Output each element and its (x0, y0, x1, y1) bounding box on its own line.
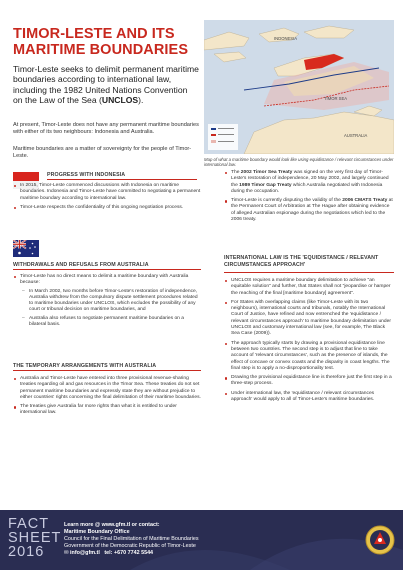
indonesia-list (13, 183, 201, 214)
temporary-divider (13, 370, 201, 371)
lead-paragraph (13, 64, 199, 106)
treaties-list (224, 170, 394, 226)
treaty-name: 2002 Timor Sea Treaty (240, 170, 293, 175)
list-item (224, 170, 394, 195)
map-label-timor-sea: TIMOR SEA (324, 96, 348, 101)
sovereignty-paragraph: Maritime boundaries are a matter of sovereignty for the people of Timor-Leste. (13, 146, 192, 160)
council-name: Council for the Final Delimitation of Maritime Boundaries (64, 536, 199, 542)
year: 2016 (8, 544, 45, 560)
email-icon: ✉ (64, 550, 69, 556)
maritime-map (204, 20, 394, 154)
australia-heading: WITHDRAWALS AND REFUSALS FROM AUSTRALIA (13, 262, 149, 268)
treaty-text: which Australia negotiated with Indonesia during the occupation. (231, 182, 383, 194)
australia-divider (13, 269, 201, 270)
law-list (224, 278, 394, 406)
list-item: Under international law, the 'equidistance / relevant circumstances approach' would apply to all of Timor-Leste's maritime boundaries. (224, 391, 394, 404)
fact-sheet-label (8, 517, 61, 559)
learn-more-text: or contact: (130, 522, 160, 528)
title-line-2: MARITIME BOUNDARIES (13, 42, 189, 58)
list-item: In 2015, Timor-Leste commenced discussions with Indonesia on maritime boundaries. Indonesia and Timor-Leste have committed to negotiating a permanent maritime boundary according to international law. (13, 183, 201, 202)
title-line-1: TIMOR-LESTE AND ITS (13, 26, 175, 42)
intro-paragraph: At present, Timor-Leste does not have any permanent maritime boundaries with either of its two neighbours: Indonesia and Australia. (13, 122, 199, 136)
temporary-heading: THE TEMPORARY ARRANGEMENTS WITH AUSTRALIA (13, 363, 157, 369)
list-item: Australia and Timor-Leste have entered into three provisional revenue-sharing treaties regarding oil and gas resources in the Timor Sea. These treaties do not set permanent maritime boundaries and expressly state they are without prejudice to either countries' rights concerning the final delimitation of their maritime boundaries. (13, 376, 201, 401)
treaty-text: at the Permanent Court of Arbitration at The Hague after obtaining evidence of alleged Australian espionage during the negotiations which led to the 2006 treaty. (231, 198, 393, 223)
indonesia-heading: PROGRESS WITH INDONESIA (47, 172, 126, 178)
treaty-text: Timor-Leste is currently disputing the validity of the (231, 198, 343, 204)
list-item: Drawing the provisional equidistance line is therefore just the first step in a three-step process. (224, 375, 394, 388)
office-name: Maritime Boundary Office (64, 529, 130, 535)
learn-more-text: Learn more @ (64, 522, 102, 528)
map-caption: Map of what a maritime boundary would look like using equidistance / relevant circumstances under international law. (204, 157, 394, 168)
tel-label: tel: (104, 550, 113, 556)
sheet-word: SHEET (8, 530, 62, 546)
list-item: Timor-Leste respects the confidentiality of this ongoing negotiation process. (13, 205, 201, 211)
page-title (13, 26, 203, 58)
lead-end: ). (138, 95, 144, 106)
footer-contact (64, 522, 199, 557)
government-name: Government of the Democratic Republic of Timor-Leste (64, 543, 196, 549)
list-item: The treaties give Australia far more rights than what it is entitled to under international law. (13, 404, 201, 417)
treaty-name: 1989 Timor Gap Treaty (239, 182, 292, 188)
learn-more (64, 522, 199, 529)
treaty-name: 2006 CMATS Treaty (342, 198, 388, 204)
website-link[interactable]: www.gfm.tl (101, 522, 131, 528)
list-item: For States with overlapping claims (like Timor-Leste with its two neighbours), international courts and tribunals, notably the International Court of Justice, have refined and now entrenched the 'equidistance / relevant circumstances approach' to maritime boundary delimitation under UNCLOS and customary international law (see, for example, The Black Sea Case (2009)). (224, 300, 394, 338)
fact-word: FACT (8, 516, 50, 532)
map-label-australia: AUSTRALIA (344, 133, 368, 138)
list-item: The approach typically starts by drawing a provisional equidistance line between two countries. The second step is to adjust that line to take account of 'relevant circumstances', such as the presence of islands, the effect of concave or convex coasts and the disparity in coast lengths. The final step is to apply a no-disproportionality test. (224, 341, 394, 372)
list-item (13, 274, 201, 328)
treaty-text: The (231, 170, 241, 175)
temporary-list (13, 376, 201, 420)
sub-list-item: – In March 2002, two months before Timor-Leste's restoration of independence, Australia withdrew from the compulsory dispute settlement procedures related to maritime boundaries under UNCLOS, which excludes the possibility of any court or tribunal decision on maritime boundaries, and (20, 289, 201, 314)
lead-text: Timor-Leste seeks to delimit permanent maritime boundaries according to international law, including the 1982 United Nations Convention on the Law of the Sea ( (13, 64, 199, 106)
law-heading: INTERNATIONAL LAW IS THE 'EQUIDISTANCE / RELEVANT CIRCUMSTANCES APPROACH' (224, 255, 379, 268)
australia-flag-icon (13, 240, 39, 257)
australia-list (13, 274, 201, 331)
contact-line (64, 550, 199, 557)
law-divider (224, 272, 394, 273)
indonesia-divider (47, 179, 197, 180)
lead-bold: UNCLOS (101, 95, 139, 106)
map-label-indonesia: INDONESIA (274, 36, 298, 41)
australia-bullet-text: Timor-Leste has no direct means to delimit a maritime boundary with Australia because: (20, 274, 189, 286)
national-emblem-icon (364, 520, 396, 560)
email-link[interactable]: info@gfm.tl (70, 550, 100, 556)
sub-list-item: – Australia also refuses to negotiate permanent maritime boundaries on a bilateral basis. (20, 316, 201, 329)
list-item (224, 198, 394, 223)
phone-number[interactable]: +670 7742 5544 (113, 550, 154, 556)
australia-sublist (20, 289, 201, 329)
list-item: UNCLOS requires a maritime boundary delimitation to achieve "an equitable solution" and further, that States shall not "jeopardise or hamper the reaching of the final [maritime boundary] agreement". (224, 278, 394, 297)
treaty-text: was signed on the very first day of Timor-Leste's restoration of independence, 20 May 2002, and largely continued the (231, 170, 389, 188)
map-graphic (204, 20, 394, 154)
